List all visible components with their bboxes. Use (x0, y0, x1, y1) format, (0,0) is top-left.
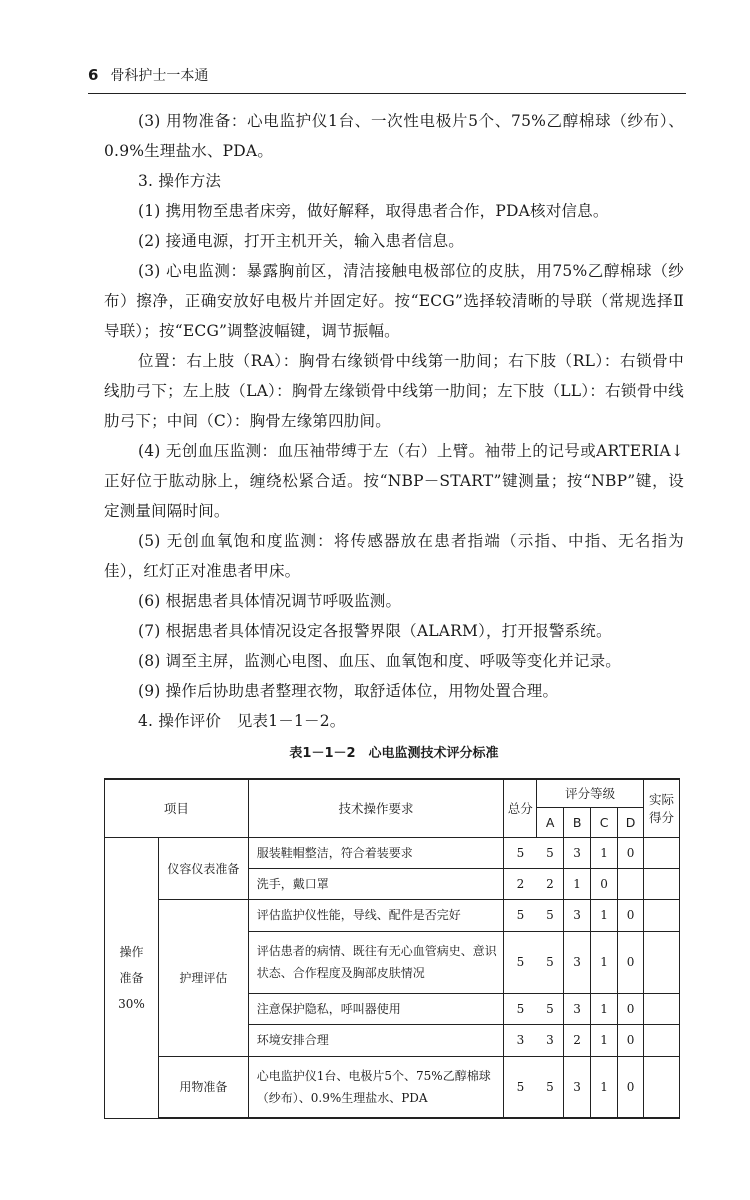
subcategory-assessment: 护理评估 (158, 899, 248, 1056)
row-actual-score (644, 993, 680, 1024)
row-grade-c: 0 (591, 868, 618, 899)
row-grade-c: 1 (591, 899, 618, 931)
subcategory-appearance: 仪容仪表准备 (158, 837, 248, 899)
header-actual-line1: 实际 (648, 792, 674, 808)
row-grade-a: 5 (537, 993, 564, 1024)
row-grade-c: 1 (591, 837, 618, 868)
body-text (104, 106, 684, 736)
row-grade-b: 3 (564, 837, 591, 868)
row-grade-b: 1 (564, 868, 591, 899)
row-grade-b: 3 (564, 899, 591, 931)
running-header (88, 62, 208, 88)
row-grade-d: 0 (618, 837, 644, 868)
table-row (105, 837, 680, 868)
heading-evaluation: 4. 操作评价 见表1－1－2。 (138, 712, 346, 730)
row-actual-score (644, 931, 680, 993)
row-total: 5 (504, 899, 537, 931)
paragraph-step-7: (7) 根据患者具体情况设定各报警界限（ALARM），打开报警系统。 (138, 622, 612, 640)
row-grade-d: 0 (618, 899, 644, 931)
row-actual-score (644, 868, 680, 899)
paragraph-supplies: (3) 用物准备：心电监护仪1台、一次性电极片5个、75%乙醇棉球（纱布）、0.9%生理盐水、PDA。 (104, 112, 684, 160)
row-requirement: 评估患者的病情、既往有无心血管病史、意识状态、合作程度及胸部皮肤情况 (248, 931, 503, 993)
paragraph-step-3-ecg: (3) 心电监测：暴露胸前区，清洁接触电极部位的皮肤，用75%乙醇棉球（纱布）擦净，正确安放好电极片并固定好。按“ECG”选择较清晰的导联（常规选择Ⅱ导联）；按“ECG”调整波幅键，调节振幅。 (104, 262, 684, 340)
row-grade-d: 0 (618, 993, 644, 1024)
row-grade-a: 5 (537, 837, 564, 868)
row-grade-d: 0 (618, 1024, 644, 1056)
scoring-table (104, 778, 680, 1119)
row-total: 2 (504, 868, 537, 899)
row-actual-score (644, 1024, 680, 1056)
book-title: 骨科护士一本通 (110, 68, 209, 84)
header-total: 总分 (504, 779, 537, 837)
header-grade-b: B (564, 807, 591, 837)
header-actual-line2: 得分 (648, 810, 674, 826)
row-grade-a: 3 (537, 1024, 564, 1056)
row-requirement: 注意保护隐私，呼叫器使用 (248, 993, 503, 1024)
section-line2: 准备 (119, 970, 144, 985)
paragraph-step-9: (9) 操作后协助患者整理衣物，取舒适体位，用物处置合理。 (138, 682, 559, 700)
paragraph-step-2: (2) 接通电源，打开主机开关，输入患者信息。 (138, 232, 464, 250)
row-actual-score (644, 837, 680, 868)
table-caption: 表1－1－2 心电监测技术评分标准 (289, 746, 499, 761)
row-grade-a: 5 (537, 931, 564, 993)
row-requirement: 心电监护仪1台、电极片5个、75%乙醇棉球（纱布）、0.9%生理盐水、PDA (248, 1056, 503, 1118)
row-grade-b: 3 (564, 993, 591, 1024)
paragraph-step-8: (8) 调至主屏，监测心电图、血压、血氧饱和度、呼吸等变化并记录。 (138, 652, 621, 670)
row-total: 3 (504, 1024, 537, 1056)
row-grade-c: 1 (591, 993, 618, 1024)
paragraph-electrode-positions: 位置：右上肢（RA）：胸骨右缘锁骨中线第一肋间；右下肢（RL）：右锁骨中线肋弓下；左上肢（LA）：胸骨左缘锁骨中线第一肋间；左下肢（LL）：右锁骨中线肋弓下；中间（C）：胸骨左缘第四肋间。 (104, 352, 684, 430)
row-grade-c: 1 (591, 1024, 618, 1056)
row-grade-b: 2 (564, 1024, 591, 1056)
row-requirement: 洗手，戴口罩 (248, 868, 503, 899)
table-row (105, 899, 680, 931)
row-actual-score (644, 899, 680, 931)
row-total: 5 (504, 931, 537, 993)
row-grade-d: 0 (618, 931, 644, 993)
page-number: 6 (88, 66, 99, 84)
section-line1: 操作 (119, 944, 144, 959)
header-item: 项目 (105, 779, 249, 837)
row-grade-a: 2 (537, 868, 564, 899)
header-grade-d: D (618, 807, 644, 837)
row-requirement: 评估监护仪性能，导线、配件是否完好 (248, 899, 503, 931)
section-line3: 30% (118, 996, 145, 1011)
row-requirement: 环境安排合理 (248, 1024, 503, 1056)
row-grade-c: 1 (591, 1056, 618, 1118)
row-grade-a: 5 (537, 1056, 564, 1118)
row-total: 5 (504, 1056, 537, 1118)
paragraph-step-1: (1) 携用物至患者床旁，做好解释，取得患者合作，PDA核对信息。 (138, 202, 609, 220)
heading-operation-method: 3. 操作方法 (138, 172, 222, 190)
row-grade-d: 0 (618, 1056, 644, 1118)
subcategory-supplies: 用物准备 (158, 1056, 248, 1118)
row-actual-score (644, 1056, 680, 1118)
header-rule (88, 93, 686, 94)
paragraph-step-6: (6) 根据患者具体情况调节呼吸监测。 (138, 592, 402, 610)
section-prep (105, 837, 159, 1118)
header-grade: 评分等级 (537, 779, 644, 807)
row-grade-c: 1 (591, 931, 618, 993)
row-grade-d (618, 868, 644, 899)
row-total: 5 (504, 837, 537, 868)
header-grade-c: C (591, 807, 618, 837)
table-row (105, 1056, 680, 1118)
header-requirement: 技术操作要求 (248, 779, 503, 837)
row-grade-b: 3 (564, 931, 591, 993)
paragraph-step-4-nbp: (4) 无创血压监测：血压袖带缚于左（右）上臂。袖带上的记号或ARTERIA↓正好位于肱动脉上，缠绕松紧合适。按“NBP－START”键测量；按“NBP”键，设定测量间隔时间。 (104, 442, 684, 520)
header-actual-score (644, 779, 680, 837)
paragraph-step-5-spo2: (5) 无创血氧饱和度监测：将传感器放在患者指端（示指、中指、无名指为佳），红灯正对准患者甲床。 (104, 532, 684, 580)
row-grade-a: 5 (537, 899, 564, 931)
row-total: 5 (504, 993, 537, 1024)
row-requirement: 服装鞋帽整洁，符合着装要求 (248, 837, 503, 868)
header-grade-a: A (537, 807, 564, 837)
row-grade-b: 3 (564, 1056, 591, 1118)
